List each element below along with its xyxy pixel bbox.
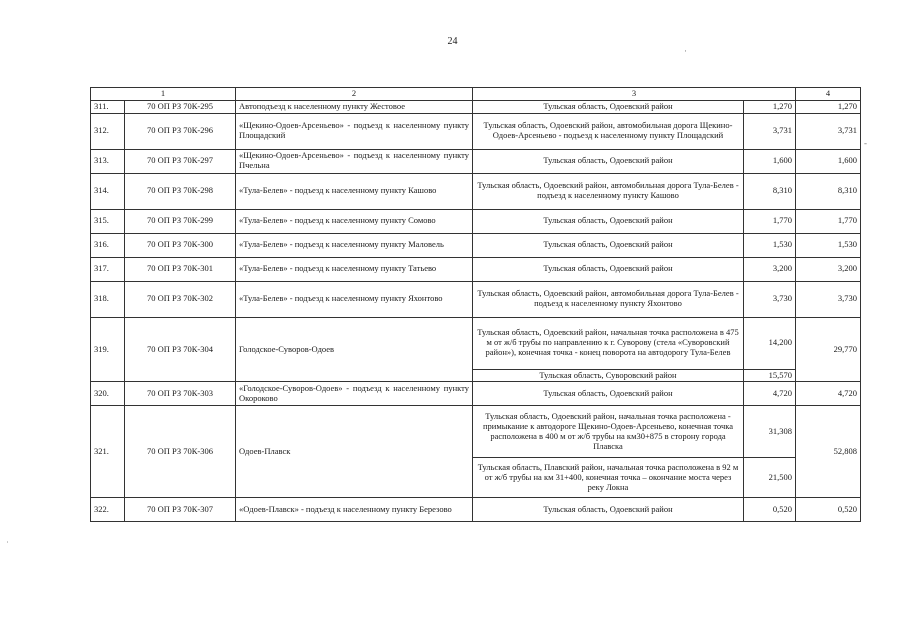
row-number: 321. — [91, 406, 125, 498]
header-row — [91, 88, 861, 101]
scan-speck: ˙ — [6, 540, 9, 550]
segment-length: 3,730 — [744, 281, 796, 317]
road-name: Автоподъезд к населенному пункту Жестовое — [236, 100, 473, 113]
segment-length: 31,308 — [744, 406, 796, 458]
road-name: «Тула-Белев» - подъезд к населенному пункту Яхонтово — [236, 281, 473, 317]
table-row — [91, 382, 861, 406]
road-location: Тульская область, Одоевский район — [473, 149, 744, 173]
segment-length: 0,520 — [744, 498, 796, 522]
road-name: Одоев-Плавск — [236, 406, 473, 498]
road-name: «Тула-Белев» - подъезд к населенному пункту Сомово — [236, 209, 473, 233]
row-number: 318. — [91, 281, 125, 317]
road-code: 70 ОП РЗ 70К-296 — [125, 113, 236, 149]
road-code: 70 ОП РЗ 70К-297 — [125, 149, 236, 173]
scan-speck: - — [864, 138, 867, 148]
road-code: 70 ОП РЗ 70К-303 — [125, 382, 236, 406]
segment-length: 8,310 — [744, 173, 796, 209]
table-row — [91, 233, 861, 257]
total-length: 29,770 — [796, 317, 861, 382]
road-location: Тульская область, Суворовский район — [473, 369, 744, 382]
segment-length: 1,270 — [744, 100, 796, 113]
segment-length: 21,500 — [744, 458, 796, 498]
total-length: 1,600 — [796, 149, 861, 173]
row-number: 314. — [91, 173, 125, 209]
road-location: Тульская область, Одоевский район, начальная точка расположена в 475 м от ж/б трубы по направлению к г. Суворову (стела «Суворовский район»), конечная точка - конец поворота на автодорогу Тула-Белев — [473, 317, 744, 369]
road-register-table — [90, 87, 861, 522]
segment-length: 3,200 — [744, 257, 796, 281]
page-number: 24 — [447, 36, 458, 47]
road-code: 70 ОП РЗ 70К-306 — [125, 406, 236, 498]
total-length: 1,530 — [796, 233, 861, 257]
total-length: 8,310 — [796, 173, 861, 209]
scan-speck: · — [684, 46, 687, 56]
row-number: 317. — [91, 257, 125, 281]
table-row — [91, 100, 861, 113]
table-row — [91, 173, 861, 209]
road-name: «Тула-Белев» - подъезд к населенному пункту Татьево — [236, 257, 473, 281]
table-row — [91, 317, 861, 369]
segment-length: 1,770 — [744, 209, 796, 233]
road-name: «Тула-Белев» - подъезд к населенному пункту Маловель — [236, 233, 473, 257]
table-row — [91, 257, 861, 281]
header-cell-2: 2 — [236, 88, 473, 101]
road-name: «Щекино-Одоев-Арсеньево» - подъезд к населенному пункту Площадский — [236, 113, 473, 149]
table-row — [91, 113, 861, 149]
table-row — [91, 281, 861, 317]
total-length: 1,270 — [796, 100, 861, 113]
road-code: 70 ОП РЗ 70К-301 — [125, 257, 236, 281]
row-number: 311. — [91, 100, 125, 113]
row-number: 322. — [91, 498, 125, 522]
road-location: Тульская область, Одоевский район, начальная точка расположена - примыкание к автодороге Щекино-Одоев-Арсеньево, конечная точка расположена в 400 м от ж/б трубы на км30+875 в сторону города Плавска — [473, 406, 744, 458]
row-number: 313. — [91, 149, 125, 173]
road-location: Тульская область, Плавский район, начальная точка расположена в 92 м от ж/б трубы на км 31+400, конечная точка – окончание моста через реку Локна — [473, 458, 744, 498]
road-code: 70 ОП РЗ 70К-298 — [125, 173, 236, 209]
total-length: 3,200 — [796, 257, 861, 281]
table-row — [91, 406, 861, 458]
row-number: 320. — [91, 382, 125, 406]
road-location: Тульская область, Одоевский район — [473, 100, 744, 113]
table-row — [91, 498, 861, 522]
road-name: «Щекино-Одоев-Арсеньево» - подъезд к населенному пункту Пчельна — [236, 149, 473, 173]
total-length: 3,730 — [796, 281, 861, 317]
row-number: 312. — [91, 113, 125, 149]
road-code: 70 ОП РЗ 70К-295 — [125, 100, 236, 113]
segment-length: 1,600 — [744, 149, 796, 173]
road-location: Тульская область, Одоевский район — [473, 382, 744, 406]
total-length: 4,720 — [796, 382, 861, 406]
total-length: 3,731 — [796, 113, 861, 149]
table-row — [91, 209, 861, 233]
header-cell-3: 3 — [473, 88, 796, 101]
road-location: Тульская область, Одоевский район — [473, 233, 744, 257]
road-name: Голодское-Суворов-Одоев — [236, 317, 473, 382]
road-location: Тульская область, Одоевский район — [473, 257, 744, 281]
header-cell-1: 1 — [91, 88, 236, 101]
segment-length: 15,570 — [744, 369, 796, 382]
road-location: Тульская область, Одоевский район, автомобильная дорога Тула-Белев - подъезд к населенному пункту Яхонтово — [473, 281, 744, 317]
table-row — [91, 149, 861, 173]
header-cell-4: 4 — [796, 88, 861, 101]
segment-length: 1,530 — [744, 233, 796, 257]
segment-length: 3,731 — [744, 113, 796, 149]
total-length: 52,808 — [796, 406, 861, 498]
road-name: «Тула-Белев» - подъезд к населенному пункту Кашово — [236, 173, 473, 209]
total-length: 0,520 — [796, 498, 861, 522]
road-code: 70 ОП РЗ 70К-307 — [125, 498, 236, 522]
segment-length: 4,720 — [744, 382, 796, 406]
road-name: «Голодское-Суворов-Одоев» - подъезд к населенному пункту Окороково — [236, 382, 473, 406]
segment-length: 14,200 — [744, 317, 796, 369]
road-code: 70 ОП РЗ 70К-302 — [125, 281, 236, 317]
row-number: 315. — [91, 209, 125, 233]
road-location: Тульская область, Одоевский район — [473, 498, 744, 522]
road-location: Тульская область, Одоевский район — [473, 209, 744, 233]
road-code: 70 ОП РЗ 70К-299 — [125, 209, 236, 233]
road-location: Тульская область, Одоевский район, автомобильная дорога Тула-Белев - подъезд к населенному пункту Кашово — [473, 173, 744, 209]
row-number: 319. — [91, 317, 125, 382]
row-number: 316. — [91, 233, 125, 257]
road-name: «Одоев-Плавск» - подъезд к населенному пункту Березово — [236, 498, 473, 522]
road-code: 70 ОП РЗ 70К-300 — [125, 233, 236, 257]
road-location: Тульская область, Одоевский район, автомобильная дорога Щекино-Одоев-Арсеньево - подъезд к населенному пункту Площадский — [473, 113, 744, 149]
road-code: 70 ОП РЗ 70К-304 — [125, 317, 236, 382]
total-length: 1,770 — [796, 209, 861, 233]
